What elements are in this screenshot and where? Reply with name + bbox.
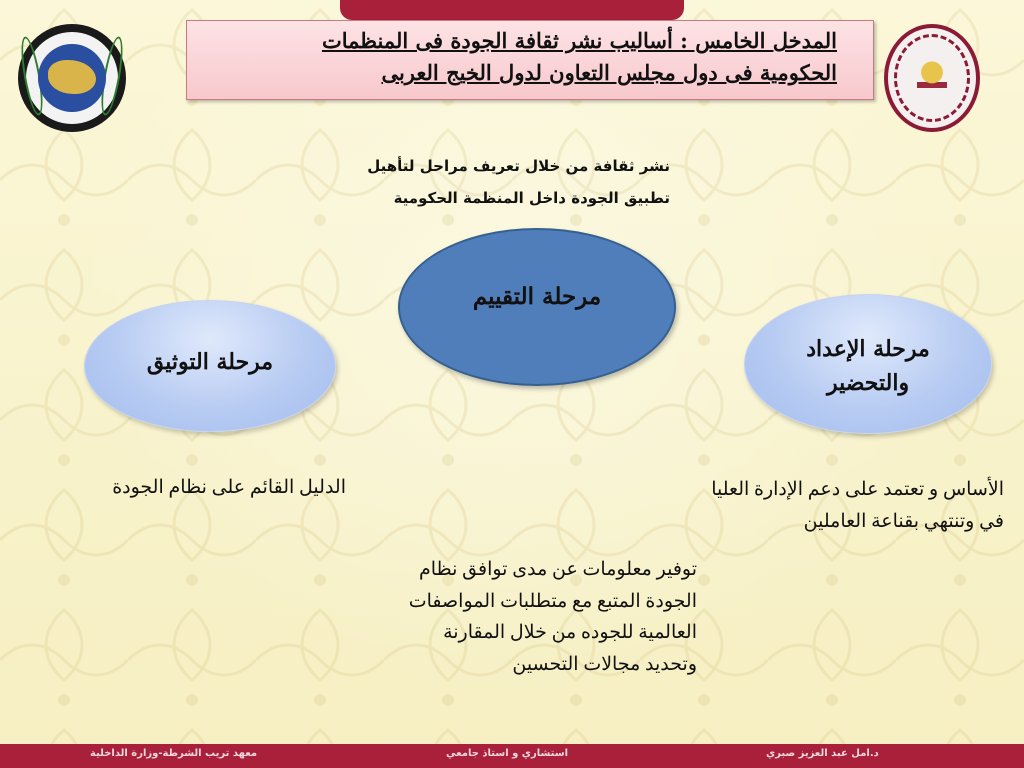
evaluation-stage-label: مرحلة التقييم (472, 282, 602, 310)
footer-right-text: د.امل عبد العزيز صبري (766, 748, 879, 759)
top-tab (340, 0, 684, 20)
footer-bar (0, 744, 1024, 768)
subtitle-line-2: تطبيق الجودة داخل المنظمة الحكومية (393, 189, 670, 207)
subtitle (300, 150, 670, 214)
title-line-1: المدخل الخامس : أساليب نشر ثقافة الجودة فى المنظمات (321, 28, 837, 53)
preparation-stage-ellipse (744, 294, 992, 434)
documentation-stage-ellipse (84, 300, 336, 432)
evaluation-description: توفير معلومات عن مدى توافق نظام الجودة المتبع مع متطلبات المواصفات العالمية للجوده من خلال المقارنة وتحديد مجالات التحسين (408, 559, 697, 675)
title-line-2: الحكومية فى دول مجلس التعاون لدول الخيج العربى (381, 60, 837, 85)
footer-left-text: معهد تريب الشرطة-وزارة الداخلية (90, 748, 258, 759)
qatar-state-emblem-icon (884, 24, 980, 132)
subtitle-line-1: نشر ثقافة من خلال تعريف مراحل لتأهيل (367, 157, 670, 175)
title-box (186, 20, 874, 100)
documentation-description: الدليل القائم على نظام الجودة (112, 477, 346, 498)
evaluation-stage-ellipse (398, 228, 676, 386)
documentation-stage-label: مرحلة التوثيق (146, 349, 274, 375)
gcc-emblem-icon (18, 24, 126, 132)
preparation-stage-label-line-1: مرحلة الإعداد (806, 336, 930, 362)
footer-center-text: استشاري و استاذ جامعي (446, 748, 569, 759)
preparation-description: الأساس و تعتمد على دعم الإدارة العليا في وتنتهي بقناعة العاملين (711, 479, 1004, 532)
preparation-stage-label-line-2: والتحضير (826, 370, 910, 396)
